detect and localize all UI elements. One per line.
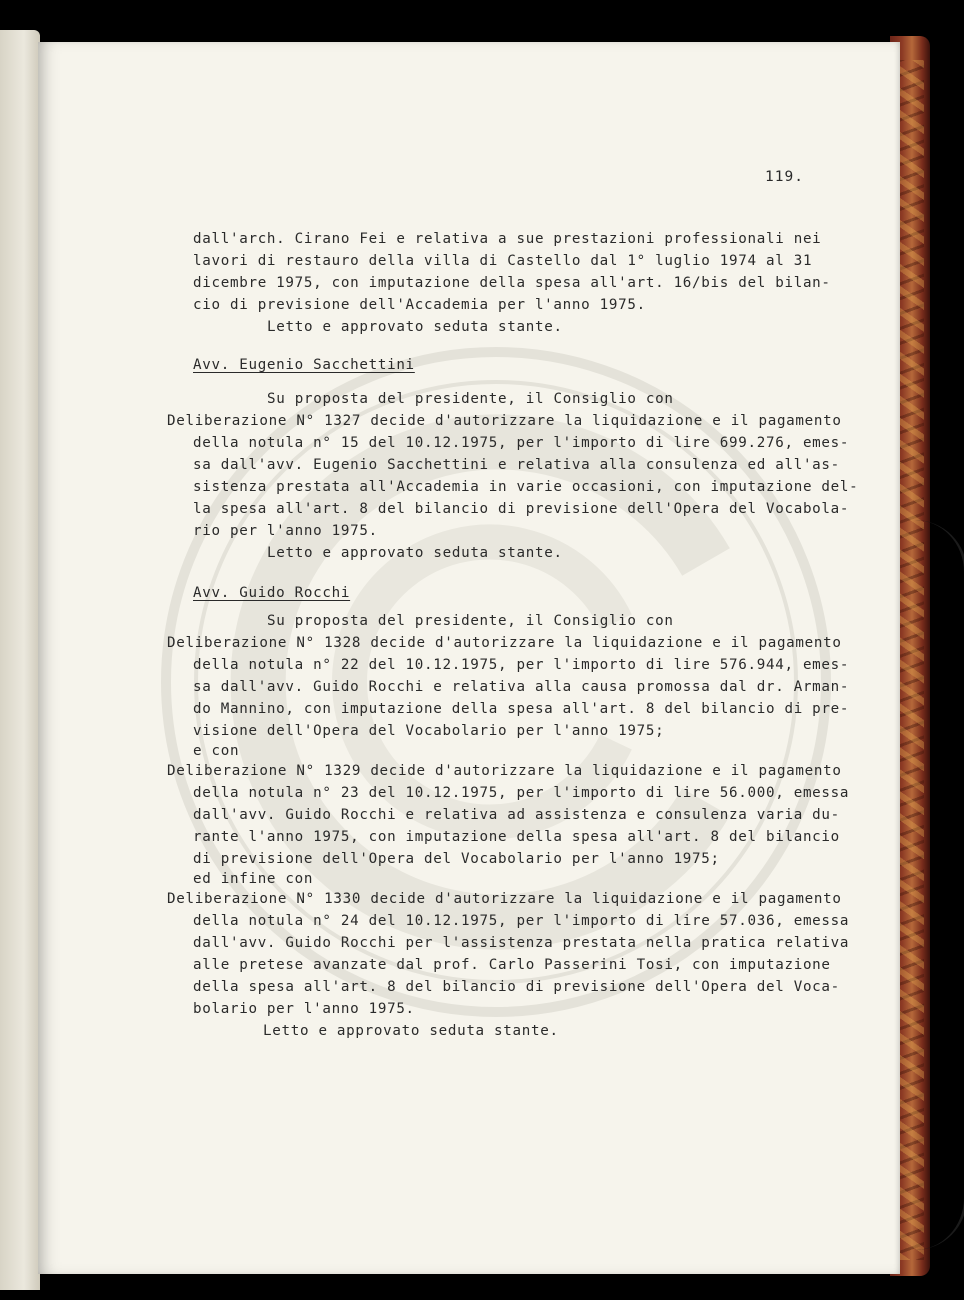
page-text [38,42,900,1274]
text-line: rante l'anno 1975, con imputazione della spesa all'art. 8 del bilancio [193,829,840,845]
deliberation-line: Deliberazione N° 1329 decide d'autorizzare la liquidazione e il pagamento [167,763,842,779]
page-number: 119. [765,169,804,185]
text-line: Su proposta del presidente, il Consiglio con [267,613,674,629]
text-line: della notula n° 23 del 10.12.1975, per l'importo di lire 56.000, emessa [193,785,850,801]
section-heading: Avv. Eugenio Sacchettini [193,357,415,373]
deliberation-line: Deliberazione N° 1327 decide d'autorizzare la liquidazione e il pagamento [167,413,842,429]
text-line: rio per l'anno 1975. [193,523,378,539]
text-line: sa dall'avv. Guido Rocchi e relativa alla causa promossa dal dr. Arman- [193,679,850,695]
text-line: della notula n° 15 del 10.12.1975, per l'importo di lire 699.276, emes- [193,435,850,451]
text-line: di previsione dell'Opera del Vocabolario per l'anno 1975; [193,851,720,867]
text-line: cio di previsione dell'Accademia per l'anno 1975. [193,297,646,313]
text-line: la spesa all'art. 8 del bilancio di previsione dell'Opera del Vocabola- [193,501,850,517]
text-line: dall'arch. Cirano Fei e relativa a sue prestazioni professionali nei [193,231,822,247]
text-line: dall'avv. Guido Rocchi e relativa ad assistenza e consulenza varia du- [193,807,840,823]
text-line: sistenza prestata all'Accademia in varie occasioni, con imputazione del- [193,479,859,495]
approval-line: Letto e approvato seduta stante. [267,319,563,335]
text-line: sa dall'avv. Eugenio Sacchettini e relativa alla consulenza ed all'as- [193,457,840,473]
text-line: visione dell'Opera del Vocabolario per l'anno 1975; [193,723,665,739]
text-line: alle pretese avanzate dal prof. Carlo Passerini Tosi, con imputazione [193,957,831,973]
previous-page-edge [0,30,40,1290]
section-heading: Avv. Guido Rocchi [193,585,351,601]
text-line: do Mannino, con imputazione della spesa all'art. 8 del bilancio di pre- [193,701,850,717]
text-line: dicembre 1975, con imputazione della spesa all'art. 16/bis del bilan- [193,275,831,291]
text-line: e con [193,743,240,759]
approval-line: Letto e approvato seduta stante. [267,545,563,561]
text-line: della spesa all'art. 8 del bilancio di previsione dell'Opera del Voca- [193,979,840,995]
book-edge-shadow [915,520,964,1250]
text-line: della notula n° 22 del 10.12.1975, per l'importo di lire 576.944, emes- [193,657,850,673]
deliberation-line: Deliberazione N° 1330 decide d'autorizzare la liquidazione e il pagamento [167,891,842,907]
text-line: Su proposta del presidente, il Consiglio con [267,391,674,407]
text-line: dall'avv. Guido Rocchi per l'assistenza prestata nella pratica relativa [193,935,850,951]
approval-line: Letto e approvato seduta stante. [263,1023,559,1039]
text-line: bolario per l'anno 1975. [193,1001,415,1017]
deliberation-line: Deliberazione N° 1328 decide d'autorizzare la liquidazione e il pagamento [167,635,842,651]
document-page [38,42,900,1274]
text-line: ed infine con [193,871,314,887]
text-line: lavori di restauro della villa di Castello dal 1° luglio 1974 al 31 [193,253,813,269]
text-line: della notula n° 24 del 10.12.1975, per l'importo di lire 57.036, emessa [193,913,850,929]
